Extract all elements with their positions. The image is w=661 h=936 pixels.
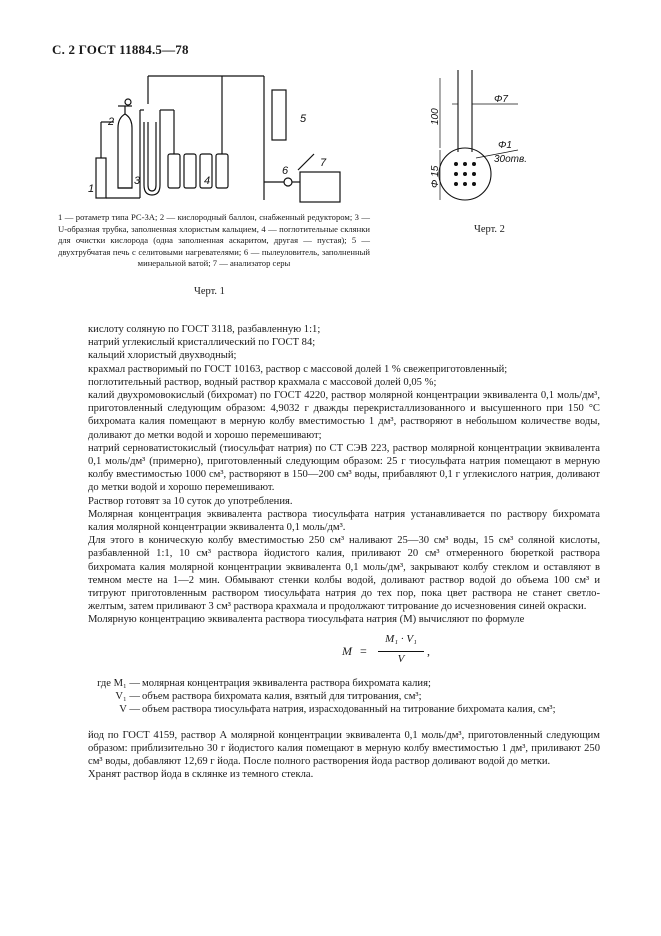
dust-catcher	[284, 178, 292, 186]
tube-drawing	[410, 70, 550, 220]
apparatus-diagram	[88, 70, 358, 210]
label-1: 1	[88, 183, 95, 195]
figure2-caption: Черт. 2	[474, 224, 505, 235]
reagent-iodine: йод по ГОСТ 4159, раствор А молярной концентрации эквивалента 0,1 моль/дм³, приготовленный следующим образом: приблизительно 30 г йодистого калия помещают в мерную колбу вместимостью 1 дм³, приливают 250 см³ воды, добавляют 12,69 г йода. После полного растворения йода раствор доливают водой до метки.	[88, 729, 600, 768]
dim-holes: 30отв.	[494, 154, 528, 165]
sulfur-analyzer	[300, 172, 340, 202]
definition-v-text: объем раствора тиосульфата натрия, израсходованный на титрование бихромата калия, см³;	[142, 703, 556, 715]
document-body	[88, 323, 600, 781]
absorber-flask-a	[168, 154, 180, 188]
definition-v1-text: объем раствора бихромата калия, взятый для титрования, см³;	[142, 690, 422, 702]
paragraph-procedure: Для этого в коническую колбу вместимостью 250 см³ наливают 25—30 см³ воды, 15 см³ соляной кислоты, разбавленной 1:1, 10 см³ раствора йодистого калия, приливают 20 см³ отмеренного бюреткой раствора бихромата калия молярной концентрации эквивалента 0,1 моль/дм³, закрывают колбу стеклом и оставляют в темном месте на 1—2 мин. Обмывают стенки колбы водой, доливают раствор водой до объема 100 см³ и титруют приготовленным раствором тиосульфата натрия до тех пор, пока цвет раствора не станет светло-желтым, затем приливают 3 см³ раствора крахмала и продолжают титрование до исчезновения синей окраски.	[88, 535, 600, 613]
reagent-dichromate: калий двухромовокислый (бихромат) по ГОСТ 4220, раствор молярной концентрации эквивалента 0,1 моль/дм³, приготовленный следующим образом: 4,9032 г дважды перекристаллизованного и высушенного при 150 °С бихромата калия помещают в мерную колбу вместимостью 1 дм³, растворяют в небольшом количестве воды, доливают до метки водой и хорошо перемешивают;	[88, 390, 600, 441]
label-5: 5	[300, 113, 307, 125]
reagent-absorbing-solution: поглотительный раствор, водный раствор крахмала с массовой долей 0,05 %;	[88, 376, 437, 388]
absorber-flask-b	[184, 154, 196, 188]
dim-length: 100	[430, 108, 441, 125]
u-tube	[144, 122, 160, 195]
oxygen-cylinder	[118, 114, 132, 188]
label-6: 6	[282, 165, 289, 177]
absorber-flask-d	[216, 154, 228, 188]
furnace	[272, 90, 286, 140]
definition-m1-symbol: где M₁ —	[97, 677, 140, 689]
label-3: 3	[134, 175, 141, 187]
definition-v1-symbol: V₁ —	[115, 690, 140, 702]
label-4: 4	[204, 175, 211, 187]
reagent-na2co3: натрий углекислый кристаллический по ГОСТ 84;	[88, 337, 316, 349]
dim-diameter-1: Φ1	[498, 140, 512, 151]
molarity-formula	[88, 631, 600, 675]
label-7: 7	[320, 157, 327, 169]
figure1-caption: Черт. 1	[194, 286, 225, 297]
reagent-cacl2: кальций хлористый двухводный;	[88, 350, 237, 362]
definition-m1-text: молярная концентрация эквивалента раствора бихромата калия;	[142, 677, 431, 689]
figure1-legend: 1 — ротаметр типа РС-3А; 2 — кислородный баллон, снабженный редуктором; 3 — U-образная трубка, заполненная хлористым кальцием, 4 — поглотительные склянки для очистки кислорода (одна заполненная аскаритом, другая — пустая); 5 — двухтрубчатая печь с селитовыми нагревателями; 6 — пылеуловитель, заполненный минеральной ватой; 7 — анализатор серы	[58, 212, 370, 269]
formula-definitions	[88, 677, 600, 729]
rotameter	[96, 158, 106, 198]
paragraph-standardization: Молярная концентрация эквивалента раствора тиосульфата натрия устанавливается по раствору бихромата калия молярной концентрации эквивалента 0,1 моль/дм³.	[88, 508, 600, 534]
definition-v-symbol: V —	[119, 703, 140, 715]
reagent-thiosulfate: натрий серноватистокислый (тиосульфат натрия) по СТ СЭВ 223, раствор молярной концентрации эквивалента 0,1 моль/дм³ (примерно), приготовленный следующим образом: 25 г тиосульфата натрия помещают в мерную колбу вместимостью 1000 см³, растворяют в 150—200 см³ воды, прибавляют 0,1 г углекислого натрия, доливают до метки водой и хорошо перемешивают.	[88, 442, 600, 494]
formula-denominator: V	[397, 652, 405, 665]
paragraph-formula-intro: Молярную концентрацию эквивалента раствора тиосульфата натрия (M) вычисляют по формуле	[88, 614, 525, 626]
formula-lhs: M	[342, 643, 352, 658]
formula-comma: ,	[427, 643, 430, 658]
paragraph-storage: Хранят раствор йода в склянке из темного стекла.	[88, 769, 314, 781]
dim-diameter-15: Φ 15	[430, 165, 441, 188]
formula-fraction-bar	[378, 651, 424, 652]
paragraph-preparation-time: Раствор готовят за 10 суток до употребления.	[88, 495, 293, 507]
label-2: 2	[108, 116, 115, 128]
dim-diameter-7: Φ7	[494, 94, 508, 105]
page-header: С. 2 ГОСТ 11884.5—78	[52, 42, 189, 57]
formula-equals: =	[360, 643, 367, 658]
reagent-starch: крахмал растворимый по ГОСТ 10163, раствор с массовой долей 1 % свежеприготовленный;	[88, 363, 508, 375]
formula-numerator: M₁ · V₁	[385, 632, 417, 645]
reagent-hcl: кислоту соляную по ГОСТ 3118, разбавленную 1:1;	[88, 324, 321, 335]
